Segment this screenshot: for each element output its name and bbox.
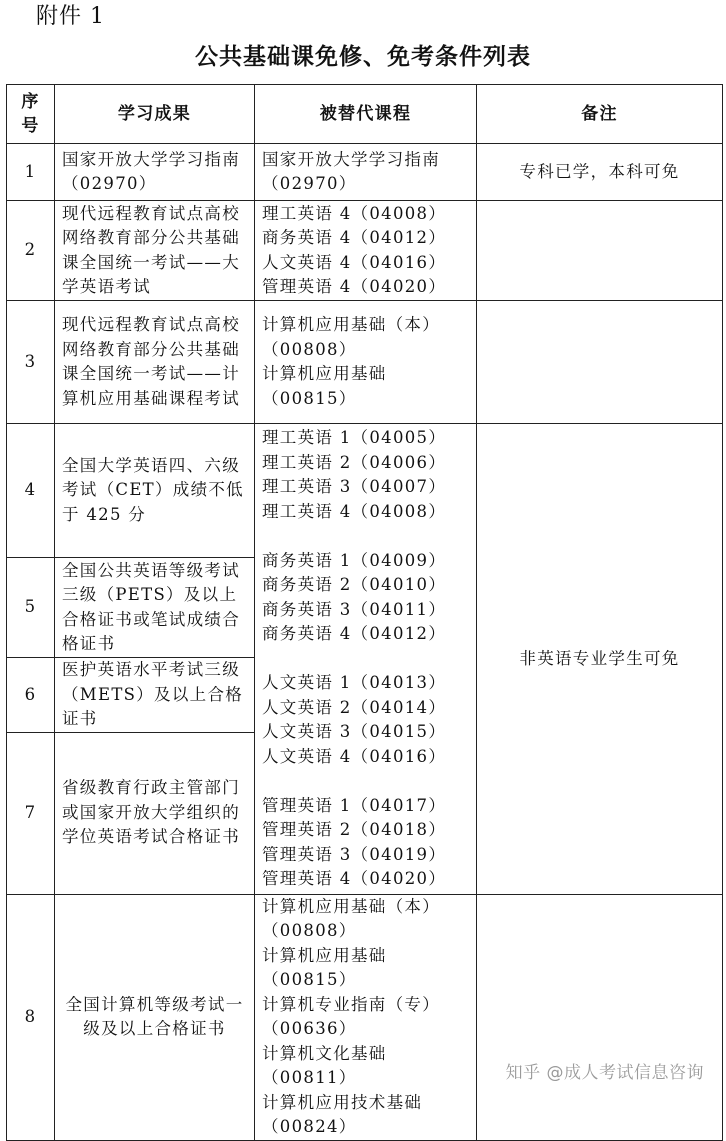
group-spacer: [262, 769, 469, 794]
row-number: 4: [7, 424, 55, 558]
note-cell: [477, 201, 723, 301]
achievement-cell: 现代远程教育试点高校网络教育部分公共基础课全国统一考试——大学英语考试: [55, 201, 255, 301]
course-item: 管理英语 4（04020）: [262, 277, 447, 296]
watermark: 知乎 @成人考试信息咨询: [505, 1063, 704, 1083]
course-item: 人文英语 3（04015）: [262, 722, 447, 741]
course-item: 计算机专业指南（专）（00636）: [262, 994, 440, 1038]
course-item: 商务英语 4（04012）: [262, 228, 447, 247]
course-item: 商务英语 4（04012）: [262, 624, 447, 643]
achievement-cell: 国家开放大学学习指南（02970）: [55, 144, 255, 201]
courses-cell: [255, 144, 477, 201]
course-item: 管理英语 1（04017）: [262, 795, 447, 815]
achievement-cell: 全国大学英语四、六级考试（CET）成绩不低于 425 分: [55, 424, 255, 558]
course-item: 商务英语 2（04010）: [262, 575, 447, 594]
english-courses-cell: [255, 424, 477, 895]
note-cell: [477, 301, 723, 424]
note-cell: [477, 894, 723, 1140]
course-item: 国家开放大学学习指南（02970）: [262, 149, 440, 193]
row-number: 8: [7, 894, 55, 1140]
course-item: 理工英语 2（04006）: [262, 452, 447, 472]
row-number: 1: [7, 144, 55, 201]
attachment-label: 附件 1: [36, 4, 105, 29]
exemption-table: [6, 84, 723, 1141]
row-number: 2: [7, 201, 55, 301]
course-item: 理工英语 1（04005）: [262, 428, 447, 447]
header-seq: 序号: [7, 85, 55, 144]
course-item: 理工英语 4（04008）: [262, 203, 447, 223]
table-row: [7, 894, 723, 1140]
course-item: 人文英语 1（04013）: [262, 673, 447, 692]
table-row: [7, 144, 723, 201]
course-item: 人文英语 4（04016）: [262, 252, 447, 272]
course-item: 理工英语 3（04007）: [262, 477, 447, 496]
courses-cell: [255, 894, 477, 1140]
table-row: [7, 201, 723, 301]
courses-cell: [255, 301, 477, 424]
courses-cell: [255, 201, 477, 301]
achievement-cell: 全国公共英语等级考试三级（PETS）及以上合格证书或笔试成绩合格证书: [55, 558, 255, 658]
achievement-cell: 现代远程教育试点高校网络教育部分公共基础课全国统一考试——计算机应用基础课程考试: [55, 301, 255, 424]
header-note: 备注: [477, 85, 723, 144]
achievement-cell: 省级教育行政主管部门或国家开放大学组织的学位英语考试合格证书: [55, 732, 255, 894]
group-spacer: [262, 647, 469, 672]
course-item: 理工英语 4（04008）: [262, 501, 447, 521]
achievement-cell: 全国计算机等级考试一级及以上合格证书: [55, 894, 255, 1140]
course-item: 管理英语 3（04019）: [262, 844, 447, 864]
row-number: 5: [7, 558, 55, 658]
row-number: 7: [7, 732, 55, 894]
course-item: 计算机应用基础（本）（00808）: [262, 315, 440, 359]
header-replaced-courses: 被替代课程: [255, 85, 477, 144]
note-cell: 专科已学，本科可免: [477, 144, 723, 201]
note-cell: 非英语专业学生可免: [477, 424, 723, 895]
achievement-cell: 医护英语水平考试三级（METS）及以上合格证书: [55, 658, 255, 733]
course-item: 计算机应用技术基础（00824）: [262, 1092, 423, 1136]
course-item: 人文英语 4（04016）: [262, 746, 447, 766]
table-header-row: [7, 85, 723, 144]
header-achievement: 学习成果: [55, 85, 255, 144]
group-spacer: [262, 524, 469, 549]
course-item: 计算机文化基础（00811）: [262, 1043, 387, 1087]
course-item: 计算机应用基础（本）（00808）: [262, 896, 440, 940]
document-title: 公共基础课免修、免考条件列表: [195, 43, 531, 70]
course-item: 人文英语 2（04014）: [262, 697, 447, 717]
course-item: 管理英语 4（04020）: [262, 869, 447, 888]
exemption-table-wrapper: [6, 84, 723, 1141]
course-item: 商务英语 3（04011）: [262, 599, 447, 619]
row-number: 3: [7, 301, 55, 424]
table-row: [7, 424, 723, 558]
course-item: 计算机应用基础（00815）: [262, 364, 387, 408]
table-row: [7, 301, 723, 424]
course-item: 计算机应用基础（00815）: [262, 945, 387, 989]
course-item: 管理英语 2（04018）: [262, 820, 447, 839]
row-number: 6: [7, 658, 55, 733]
course-item: 商务英语 1（04009）: [262, 550, 447, 570]
